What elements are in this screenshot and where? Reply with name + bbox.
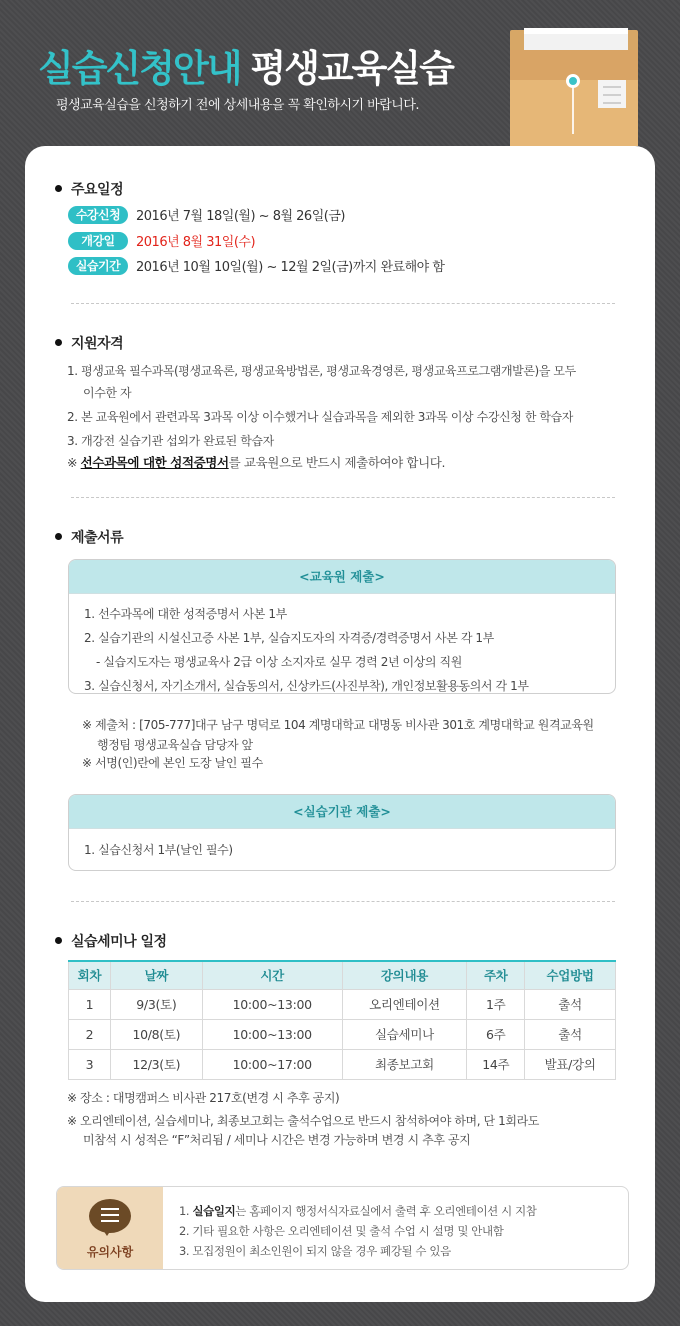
box-header: <실습기관 제출>	[69, 795, 615, 829]
attendance-note-cont: 미참석 시 성적은 “F”처리됨 / 세미나 시간은 변경 가능하며 변경 시 추후 공지	[83, 1133, 471, 1147]
seal-note: ※ 서명(인)란에 본인 도장 날인 필수	[82, 756, 263, 770]
schedule-row-opening	[68, 230, 255, 250]
table-cell: 14주	[467, 1049, 525, 1079]
eligibility-item: 2. 본 교육원에서 관련과목 3과목 이상 이수했거나 실습과목을 제외한 3과목 이상 수강신청 한 학습자	[67, 410, 573, 424]
envelope-icon	[510, 28, 640, 146]
divider	[71, 303, 615, 304]
caution-item-text: 는 홈페이지 행정서식자료실에서 출력 후 오리엔테이션 시 지참	[235, 1204, 537, 1218]
title-main: 평생교육실습	[250, 47, 453, 90]
documents-title: 제출서류	[55, 527, 123, 547]
eligibility-title: 지원자격	[55, 333, 123, 353]
table-cell: 발표/강의	[525, 1049, 616, 1079]
table-cell: 9/3(토)	[110, 989, 202, 1019]
page-title	[38, 38, 453, 92]
table-cell: 1	[69, 989, 111, 1019]
table-cell: 10/8(토)	[110, 1019, 202, 1049]
table-cell: 2	[69, 1019, 111, 1049]
schedule-badge: 개강일	[68, 232, 128, 250]
table-cell: 출석	[525, 1019, 616, 1049]
table-header: 주차	[467, 961, 525, 989]
table-cell: 12/3(토)	[110, 1049, 202, 1079]
caution-box	[56, 1186, 629, 1270]
submission-address-note-cont: 행정팀 평생교육실습 담당자 앞	[97, 738, 253, 752]
caution-item: 2. 기타 필요한 사항은 오리엔테이션 및 출석 수업 시 설명 및 안내함	[179, 1224, 504, 1238]
document-item: 2. 실습기관의 시설신고증 사본 1부, 실습지도자의 자격증/경력증명서 사본 각 1부	[84, 631, 494, 645]
table-header: 강의내용	[342, 961, 467, 989]
institute-submission-box	[68, 559, 616, 694]
table-cell: 실습세미나	[342, 1019, 467, 1049]
caution-item-number: 1.	[179, 1204, 193, 1218]
title-accent: 실습신청안내	[38, 47, 241, 90]
table-cell: 3	[69, 1049, 111, 1079]
table-cell: 오리엔테이션	[342, 989, 467, 1019]
divider	[71, 901, 615, 902]
schedule-text: 2016년 7월 18일(월) ~ 8월 26일(금)	[136, 209, 345, 224]
note-mark: ※	[67, 455, 81, 470]
schedule-badge: 수강신청	[68, 206, 128, 224]
table-row	[69, 1049, 616, 1079]
caution-emphasis: 실습일지	[192, 1204, 236, 1218]
eligibility-item-cont: 이수한 자	[83, 386, 132, 400]
hero-banner	[0, 0, 680, 150]
caution-label: 유의사항	[86, 1245, 134, 1259]
eligibility-item: 1. 평생교육 필수과목(평생교육론, 평생교육방법론, 평생교육경영론, 평생교육프로그램개발론)을 모두	[67, 364, 576, 378]
table-cell: 10:00~13:00	[202, 1019, 342, 1049]
schedule-text: 2016년 10월 10일(월) ~ 12월 2일(금)까지 완료해야 함	[136, 260, 445, 275]
table-row	[69, 989, 616, 1019]
table-header: 수업방법	[525, 961, 616, 989]
table-cell: 최종보고회	[342, 1049, 467, 1079]
document-item: 3. 실습신청서, 자기소개서, 실습동의서, 신상카드(사진부착), 개인정보활용동의서 각 1부	[84, 679, 529, 693]
submission-address-note: ※ 제출처 : [705-777]대구 남구 명덕로 104 계명대학교 대명동 비사관 301호 계명대학교 원격교육원	[82, 718, 594, 732]
table-cell: 10:00~13:00	[202, 989, 342, 1019]
table-cell: 1주	[467, 989, 525, 1019]
caution-panel	[57, 1187, 163, 1270]
caution-item	[179, 1203, 537, 1219]
location-note: ※ 장소 : 대명캠퍼스 비사관 217호(변경 시 추후 공지)	[67, 1091, 340, 1105]
table-cell: 10:00~17:00	[202, 1049, 342, 1079]
table-header: 날짜	[110, 961, 202, 989]
envelope-string	[572, 84, 574, 134]
box-header: <교육원 제출>	[69, 560, 615, 594]
divider	[71, 497, 615, 498]
attendance-note: ※ 오리엔테이션, 실습세미나, 최종보고회는 출석수업으로 반드시 참석하여야 하며, 단 1회라도	[67, 1114, 539, 1128]
content-card	[25, 146, 655, 1302]
speech-bubble-icon	[89, 1199, 131, 1233]
schedule-row-registration	[68, 204, 345, 224]
eligibility-note	[67, 453, 445, 471]
document-item: 1. 실습신청서 1부(날인 필수)	[84, 843, 233, 857]
page-subtitle: 평생교육실습을 신청하기 전에 상세내용을 꼭 확인하시기 바랍니다.	[56, 98, 420, 113]
practice-institution-box	[68, 794, 616, 871]
envelope-label	[598, 80, 626, 108]
envelope-button	[566, 74, 580, 88]
table-header: 회차	[69, 961, 111, 989]
table-cell: 출석	[525, 989, 616, 1019]
table-cell: 6주	[467, 1019, 525, 1049]
schedule-text: 2016년 8월 31일(수)	[136, 235, 256, 250]
table-row	[69, 1019, 616, 1049]
schedule-badge: 실습기간	[68, 257, 128, 275]
seminar-table	[68, 960, 616, 1080]
schedule-title: 주요일정	[55, 179, 123, 199]
caution-item: 3. 모집정원이 최소인원이 되지 않을 경우 폐강될 수 있음	[179, 1244, 451, 1258]
eligibility-item: 3. 개강전 실습기관 섭외가 완료된 학습자	[67, 434, 274, 448]
seminar-title: 실습세미나 일정	[55, 931, 167, 951]
note-text: 를 교육원으로 반드시 제출하여야 합니다.	[228, 455, 446, 470]
document-item: 1. 선수과목에 대한 성적증명서 사본 1부	[84, 607, 287, 621]
schedule-row-practice	[68, 255, 444, 275]
note-emphasis: 선수과목에 대한 성적증명서	[80, 455, 229, 470]
document-subitem: - 실습지도자는 평생교육사 2급 이상 소지자로 실무 경력 2년 이상의 직원	[96, 655, 462, 669]
table-header-row	[69, 961, 616, 989]
table-header: 시간	[202, 961, 342, 989]
